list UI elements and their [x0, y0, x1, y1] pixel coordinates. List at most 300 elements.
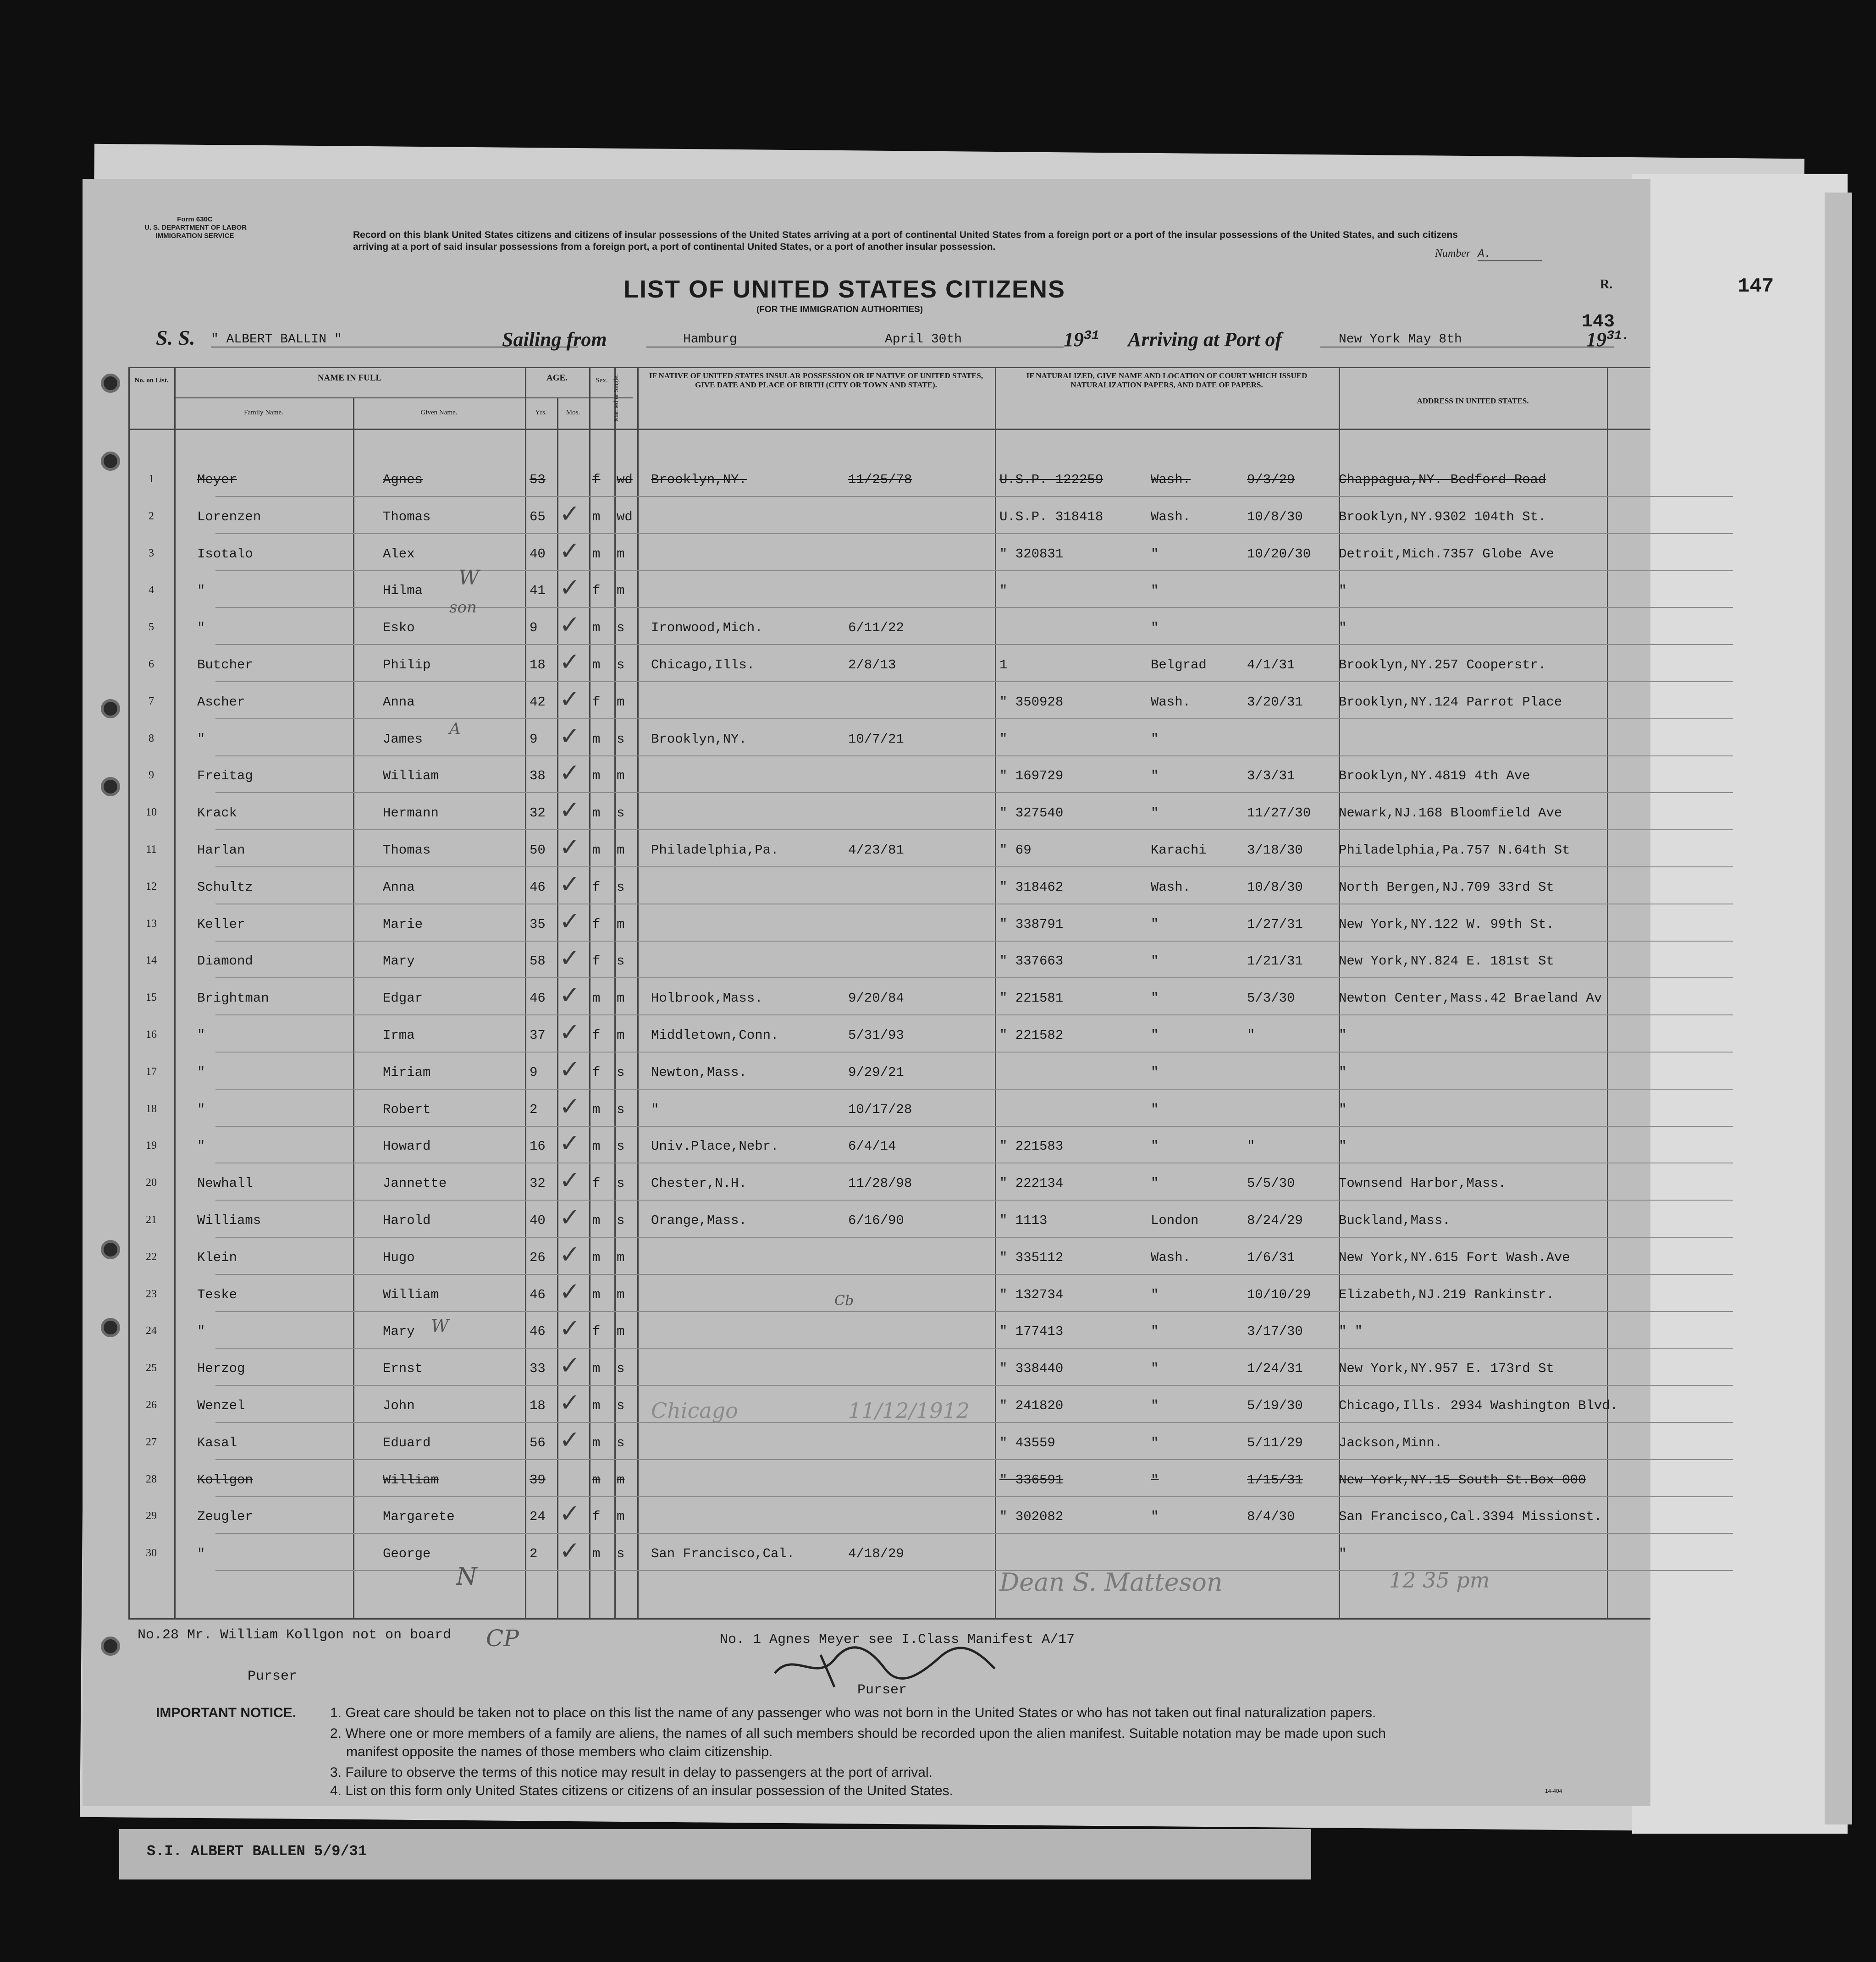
cell-family: Brightman	[197, 991, 269, 1006]
cell-given: Miriam	[383, 1065, 431, 1080]
row-rule	[215, 533, 1733, 534]
cell-family: Isotalo	[197, 546, 253, 562]
row-rule	[215, 1014, 1733, 1015]
checkmark-icon: ✓	[559, 1314, 580, 1343]
cell-age: 56	[530, 1435, 546, 1450]
table-top-rule	[128, 367, 1650, 368]
row-number: 3	[149, 547, 154, 559]
row-number: 7	[149, 695, 154, 707]
cell-court-no: " 241820	[999, 1398, 1064, 1413]
cell-family: Meyer	[197, 472, 237, 487]
form-title: LIST OF UNITED STATES CITIZENS	[623, 276, 1065, 303]
cell-birthplace: Chicago	[651, 1398, 738, 1423]
checkmark-icon: ✓	[559, 499, 580, 528]
checkmark-icon: ✓	[559, 610, 580, 639]
arrival-port-date: New York May 8th	[1320, 332, 1614, 347]
cell-sex: m	[592, 1398, 601, 1413]
row-number: 26	[146, 1399, 157, 1411]
page-edges	[1825, 193, 1852, 1824]
cell-court: Belgrad	[1151, 657, 1207, 672]
form-number: Form 630C	[177, 215, 213, 223]
row-rule	[215, 1459, 1733, 1460]
cell-ms: s	[617, 805, 625, 821]
cell-age: 38	[530, 768, 546, 783]
cell-ms: s	[617, 953, 625, 969]
row-number: 17	[146, 1066, 157, 1078]
ship-name: " ALBERT BALLIN "	[211, 332, 578, 347]
arrival-year	[1586, 328, 1629, 351]
cell-family: Teske	[197, 1287, 237, 1302]
checkmark-icon: ✓	[559, 722, 580, 750]
notice-item-1: 1. Great care should be taken not to place on this list the name of any passenger who was not born in the United States or who has not taken out final naturalization papers.	[330, 1705, 1376, 1720]
cell-address: New York,NY.957 E. 173rd St	[1339, 1361, 1554, 1376]
cell-ms: s	[617, 1546, 625, 1561]
cell-court: "	[1151, 583, 1159, 598]
cell-family: "	[197, 1139, 205, 1154]
cell-address: Detroit,Mich.7357 Globe Ave	[1339, 546, 1554, 562]
handwritten-initials: CP	[486, 1625, 519, 1652]
row-rule	[215, 1089, 1733, 1090]
checkmark-icon: ✓	[559, 1425, 580, 1454]
row-number: 23	[146, 1288, 157, 1300]
row-rule	[215, 977, 1733, 978]
cell-ms: s	[617, 1398, 625, 1413]
cell-court-no: " 132734	[999, 1287, 1064, 1302]
cell-given: Thomas	[383, 843, 431, 858]
number-value: A.	[1478, 248, 1542, 261]
cell-address: "	[1339, 1139, 1347, 1154]
handwritten-annotation: A	[449, 720, 461, 738]
cell-birthdate: 11/25/78	[848, 472, 912, 487]
cell-ms: s	[617, 1213, 625, 1228]
cell-ms: m	[617, 1250, 625, 1265]
cell-given: Esko	[383, 620, 415, 635]
cell-court-date: 3/20/31	[1247, 694, 1303, 710]
row-rule	[215, 681, 1733, 682]
checkmark-icon: ✓	[559, 1203, 580, 1232]
checkmark-icon: ✓	[559, 1351, 580, 1380]
cell-court-no: " 177413	[999, 1324, 1064, 1339]
cell-family: Diamond	[197, 953, 253, 969]
cell-court-date: 10/8/30	[1247, 880, 1303, 895]
col-divider	[353, 397, 354, 1618]
cell-court-date: 5/5/30	[1247, 1176, 1295, 1191]
cell-age: 53	[530, 472, 546, 487]
col-divider	[557, 397, 558, 1618]
cell-ms: m	[617, 1472, 625, 1488]
cell-sex: m	[592, 1472, 601, 1488]
bottom-tab-label: S.I. ALBERT BALLEN 5/9/31	[147, 1843, 367, 1860]
cell-family: Newhall	[197, 1176, 253, 1191]
binder-hole	[101, 1240, 120, 1259]
col-divider	[525, 367, 526, 1618]
row-rule	[215, 1348, 1733, 1349]
checkmark-icon: ✓	[559, 647, 580, 676]
col-divider	[637, 367, 639, 1618]
cell-sex: m	[592, 1213, 601, 1228]
col-divider	[995, 367, 996, 1618]
cell-ms: s	[617, 732, 625, 747]
row-number: 14	[146, 954, 157, 966]
cell-sex: m	[592, 732, 601, 747]
cell-sex: m	[592, 657, 601, 672]
row-number: 10	[146, 806, 157, 818]
cell-ms: m	[617, 991, 625, 1006]
col-header-address: ADDRESS IN UNITED STATES.	[1417, 397, 1529, 405]
sailing-year-suffix: 31	[1084, 329, 1099, 343]
cell-court-date: 1/24/31	[1247, 1361, 1303, 1376]
cell-age: 2	[530, 1546, 538, 1561]
meyer-note: No. 1 Agnes Meyer see I.Class Manifest A/17	[720, 1632, 1075, 1648]
form-print-code: 14-404	[1545, 1788, 1562, 1794]
row-number: 28	[146, 1473, 157, 1485]
cell-birthdate: 6/4/14	[848, 1139, 896, 1154]
cell-address: North Bergen,NJ.709 33rd St	[1339, 880, 1554, 895]
adjacent-page	[1632, 174, 1848, 1834]
cell-family: "	[197, 1065, 205, 1080]
row-rule	[215, 1274, 1733, 1275]
cell-ms: m	[617, 1287, 625, 1302]
cell-family: Ascher	[197, 694, 245, 710]
cell-court-no: " 222134	[999, 1176, 1064, 1191]
cell-court-no: U.S.P. 318418	[999, 509, 1104, 524]
checkmark-icon: ✓	[559, 943, 580, 972]
cell-ms: m	[617, 768, 625, 783]
cell-court-date: "	[1247, 1139, 1255, 1154]
row-rule	[215, 718, 1733, 719]
row-rule	[215, 607, 1733, 608]
cell-court-no: " 350928	[999, 694, 1064, 710]
checkmark-icon: ✓	[559, 1055, 580, 1084]
checkmark-icon: ✓	[559, 907, 580, 936]
cell-ms: m	[617, 583, 625, 598]
cell-birthplace: Brooklyn,NY.	[651, 732, 747, 747]
cell-court-no: " 327540	[999, 805, 1064, 821]
cell-family: Kasal	[197, 1435, 237, 1450]
cell-ms: m	[617, 1028, 625, 1043]
row-number: 16	[146, 1029, 157, 1041]
binder-hole	[101, 1318, 120, 1337]
cell-family: Klein	[197, 1250, 237, 1265]
cell-birthdate: 2/8/13	[848, 657, 896, 672]
cell-family: "	[197, 1028, 205, 1043]
checkmark-icon: ✓	[559, 1166, 580, 1195]
r-number: 143	[1582, 312, 1615, 332]
cell-given: Eduard	[383, 1435, 431, 1450]
cell-birthplace: Chester,N.H.	[651, 1176, 747, 1191]
cell-age: 16	[530, 1139, 546, 1154]
col-header-naturalized: IF NATURALIZED, GIVE NAME AND LOCATION OF COURT WHICH ISSUED NATURALIZATION PAPERS, AND DATE OF PAPERS.	[1026, 371, 1308, 389]
cell-address: New York,NY.615 Fort Wash.Ave	[1339, 1250, 1570, 1265]
row-rule	[215, 1237, 1733, 1238]
cell-court-date: 1/21/31	[1247, 953, 1303, 969]
row-number: 13	[146, 918, 157, 930]
col-divider	[174, 367, 176, 1618]
cell-birthdate: 5/31/93	[848, 1028, 904, 1043]
checkmark-icon: ✓	[559, 1092, 580, 1121]
cell-court: "	[1151, 1102, 1159, 1117]
cell-court: London	[1151, 1213, 1199, 1228]
cell-ms: s	[617, 1361, 625, 1376]
purser-label-left: Purser	[248, 1669, 298, 1684]
cell-court: "	[1151, 1065, 1159, 1080]
row-number: 6	[149, 658, 154, 670]
page-stamp-number: 147	[1738, 275, 1774, 298]
cell-court-date: 9/3/29	[1247, 472, 1295, 487]
row-number: 20	[146, 1177, 157, 1189]
cell-sex: m	[592, 768, 601, 783]
cell-given: Mary	[383, 953, 415, 969]
cell-court: Wash.	[1151, 880, 1191, 895]
cell-address: New York,NY.824 E. 181st St	[1339, 953, 1554, 969]
cell-court-date: 5/3/30	[1247, 991, 1295, 1006]
checkmark-icon: ✓	[559, 1499, 580, 1528]
cell-court: "	[1151, 805, 1159, 821]
cell-birthplace: "	[651, 1102, 659, 1117]
cell-family: Schultz	[197, 880, 253, 895]
cell-given: Anna	[383, 694, 415, 710]
notice-item-3: 3. Failure to observe the terms of this notice may result in delay to passengers at the port of arrival.	[330, 1765, 932, 1780]
cell-court-date: 10/8/30	[1247, 509, 1303, 524]
col-header-age: AGE.	[546, 373, 568, 383]
cell-birthdate: 6/11/22	[848, 620, 904, 635]
cell-sex: m	[592, 1250, 601, 1265]
cell-court-no: " 221583	[999, 1139, 1064, 1154]
row-number: 21	[146, 1214, 157, 1226]
cell-given: Philip	[383, 657, 431, 672]
cell-court-date: 5/19/30	[1247, 1398, 1303, 1413]
row-rule	[215, 866, 1733, 867]
cell-age: 37	[530, 1028, 546, 1043]
col-header-native: IF NATIVE OF UNITED STATES INSULAR POSSESSION OR IF NATIVE OF UNITED STATES, GIVE DATE AND PLACE OF BIRTH (CITY OR TOWN AND STATE).	[649, 371, 983, 389]
cell-court-no: " 221582	[999, 1028, 1064, 1043]
cell-age: 32	[530, 1176, 546, 1191]
row-rule	[215, 496, 1733, 497]
binder-hole	[101, 452, 120, 471]
cell-court-date: 4/1/31	[1247, 657, 1295, 672]
cell-family: "	[197, 732, 205, 747]
cell-ms: wd	[617, 472, 633, 487]
cell-sex: f	[592, 472, 601, 487]
cell-birthplace: Philadelphia,Pa.	[651, 843, 779, 858]
cell-birthplace: Brooklyn,NY.	[651, 472, 747, 487]
cell-sex: m	[592, 1361, 601, 1376]
purser-label-center: Purser	[857, 1682, 907, 1698]
col-header-no: No. on List.	[134, 377, 169, 384]
checkmark-icon: ✓	[559, 573, 580, 602]
row-number: 15	[146, 992, 157, 1003]
cell-court-no: " 221581	[999, 991, 1064, 1006]
cell-family: Kollgon	[197, 1472, 253, 1488]
arrival-year-suffix: 31.	[1606, 329, 1630, 343]
cell-given: Anna	[383, 880, 415, 895]
checkmark-icon: ✓	[559, 870, 580, 898]
cell-birthdate: 11/12/1912	[848, 1398, 970, 1423]
row-rule	[215, 1422, 1733, 1423]
binder-hole	[101, 1637, 120, 1656]
cell-court: "	[1151, 991, 1159, 1006]
col-divider	[128, 367, 130, 1618]
cell-age: 46	[530, 1287, 546, 1302]
cell-court: "	[1151, 1472, 1159, 1488]
cell-given: John	[383, 1398, 415, 1413]
cell-address: "	[1339, 1028, 1347, 1043]
cell-court: Karachi	[1151, 843, 1207, 858]
cell-address: Philadelphia,Pa.757 N.64th St	[1339, 843, 1570, 858]
cell-age: 58	[530, 953, 546, 969]
checkmark-icon: ✓	[559, 1277, 580, 1306]
kollgon-note: No.28 Mr. William Kollgon not on board	[138, 1627, 452, 1643]
cell-family: Freitag	[197, 768, 253, 783]
cell-age: 9	[530, 732, 538, 747]
cell-address: Buckland,Mass.	[1339, 1213, 1451, 1228]
col-header-yrs: Yrs.	[535, 409, 547, 416]
cell-court-no: " 43559	[999, 1435, 1055, 1450]
binder-hole	[101, 777, 120, 796]
cell-address: Chappagua,NY. Bedford Road	[1339, 472, 1546, 487]
row-number: 29	[146, 1510, 157, 1522]
cell-sex: m	[592, 546, 601, 562]
cell-birthplace: Middletown,Conn.	[651, 1028, 779, 1043]
row-number: 30	[146, 1547, 157, 1559]
cell-age: 18	[530, 657, 546, 672]
cell-court: "	[1151, 917, 1159, 932]
binder-hole	[101, 374, 120, 393]
col-header-given: Given Name.	[420, 409, 458, 416]
cell-ms: s	[617, 1435, 625, 1450]
cell-ms: m	[617, 694, 625, 710]
cell-address: Brooklyn,NY.124 Parrot Place	[1339, 694, 1562, 710]
row-rule	[215, 1311, 1733, 1312]
cell-family: Butcher	[197, 657, 253, 672]
cell-birthdate: 11/28/98	[848, 1176, 912, 1191]
cell-sex: f	[592, 880, 601, 895]
cell-family: "	[197, 620, 205, 635]
cell-court-no: " 335112	[999, 1250, 1064, 1265]
cell-address: Chicago,Ills. 2934 Washington Blvd.	[1339, 1398, 1618, 1413]
handwritten-annotation: son	[449, 598, 477, 617]
cell-court-date: "	[1247, 1028, 1255, 1043]
cell-sex: m	[592, 1546, 601, 1561]
cell-family: Herzog	[197, 1361, 245, 1376]
row-number: 19	[146, 1140, 157, 1152]
handwritten-time: 12 35 pm	[1389, 1568, 1490, 1593]
binder-hole	[101, 699, 120, 718]
cell-age: 46	[530, 1324, 546, 1339]
cell-ms: s	[617, 620, 625, 635]
sailing-port: Hamburg	[646, 332, 889, 347]
r-label: R.	[1600, 277, 1613, 292]
cell-address: "	[1339, 620, 1347, 635]
checkmark-icon: ✓	[559, 795, 580, 824]
cell-court-no: U.S.P. 122259	[999, 472, 1104, 487]
cell-ms: s	[617, 1139, 625, 1154]
cell-given: Ernst	[383, 1361, 423, 1376]
cell-given: Margarete	[383, 1509, 455, 1524]
col-divider	[614, 367, 616, 1618]
cell-court-no: "	[999, 732, 1008, 747]
cell-birthplace: Newton,Mass.	[651, 1065, 747, 1080]
cell-age: 40	[530, 546, 546, 562]
notice-item-2: 2. Where one or more members of a family are aliens, the names of all such members should be recorded upon the alien manifest. Suitable notation may be made upon such	[330, 1726, 1386, 1741]
cell-court-date: 3/18/30	[1247, 843, 1303, 858]
notice-item-2-continued: manifest opposite the names of those members who claim citizenship.	[346, 1744, 773, 1759]
cell-birthdate: 10/17/28	[848, 1102, 912, 1117]
cell-birthdate: 9/29/21	[848, 1065, 904, 1080]
cell-ms: m	[617, 1509, 625, 1524]
cell-family: Keller	[197, 917, 245, 932]
important-notice-title: IMPORTANT NOTICE.	[156, 1705, 297, 1720]
cell-birthplace: Univ.Place,Nebr.	[651, 1139, 779, 1154]
cell-address: " "	[1339, 1324, 1363, 1339]
cell-court-no: " 338791	[999, 917, 1064, 932]
cell-given: William	[383, 1472, 439, 1488]
number-label: Number	[1435, 248, 1471, 259]
cell-birthdate: 10/7/21	[848, 732, 904, 747]
ss-label: S. S.	[156, 326, 195, 349]
handwritten-signature-name: Dean S. Matteson	[999, 1568, 1223, 1597]
cell-sex: f	[592, 1509, 601, 1524]
cell-given: George	[383, 1546, 431, 1561]
cell-family: Krack	[197, 805, 237, 821]
cell-court-no: " 69	[999, 843, 1032, 858]
row-rule	[215, 644, 1733, 645]
cell-court-no: 1	[999, 657, 1008, 672]
cell-ms: s	[617, 1102, 625, 1117]
cell-court-no: " 320831	[999, 546, 1064, 562]
cell-sex: f	[592, 583, 601, 598]
cell-court: Wash.	[1151, 694, 1191, 710]
checkmark-icon: ✓	[559, 536, 580, 565]
cell-age: 46	[530, 991, 546, 1006]
form-subtitle: (FOR THE IMMIGRATION AUTHORITIES)	[756, 305, 923, 314]
cell-given: Marie	[383, 917, 423, 932]
cell-birthplace: Holbrook,Mass.	[651, 991, 763, 1006]
cell-court: "	[1151, 1176, 1159, 1191]
cell-court: "	[1151, 1287, 1159, 1302]
cell-sex: f	[592, 917, 601, 932]
cell-age: 46	[530, 880, 546, 895]
cell-ms: s	[617, 1065, 625, 1080]
cell-ms: m	[617, 1324, 625, 1339]
row-number: 22	[146, 1251, 157, 1263]
cell-birthplace: Chicago,Ills.	[651, 657, 755, 672]
cell-address: Brooklyn,NY.9302 104th St.	[1339, 509, 1546, 524]
cell-sex: m	[592, 991, 601, 1006]
cell-sex: f	[592, 1176, 601, 1191]
cell-ms: m	[617, 843, 625, 858]
col-header-sex: Sex.	[596, 377, 608, 384]
row-rule	[215, 1126, 1733, 1127]
cell-age: 65	[530, 509, 546, 524]
row-rule	[215, 755, 1733, 756]
row-number: 12	[146, 881, 157, 893]
checkmark-icon: ✓	[559, 1240, 580, 1269]
cell-address: "	[1339, 1065, 1347, 1080]
row-number: 4	[149, 584, 154, 596]
cell-court-date: 10/10/29	[1247, 1287, 1311, 1302]
row-number: 24	[146, 1325, 157, 1337]
cell-court-no: " 338440	[999, 1361, 1064, 1376]
cell-court-no: " 337663	[999, 953, 1064, 969]
cell-given: William	[383, 1287, 439, 1302]
checkmark-icon: ✓	[559, 1018, 580, 1047]
cell-address: "	[1339, 1102, 1347, 1117]
cell-birthdate: 4/18/29	[848, 1546, 904, 1561]
cell-ms: m	[617, 546, 625, 562]
cell-address: San Francisco,Cal.3394 Missionst.	[1339, 1509, 1602, 1524]
row-number: 27	[146, 1436, 157, 1448]
